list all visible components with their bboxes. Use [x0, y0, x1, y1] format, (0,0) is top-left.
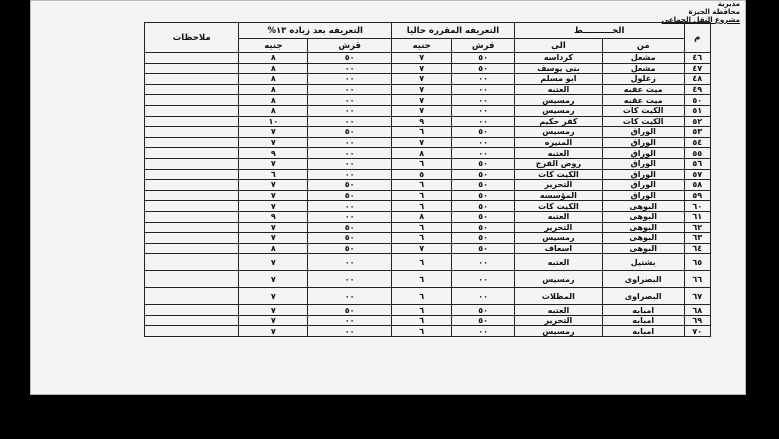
row-current-pound: ٧	[392, 105, 452, 116]
col-header-num: م	[684, 23, 710, 53]
row-new-piaster: ٠٠	[308, 315, 392, 326]
row-num: ٥٥	[684, 148, 710, 159]
row-notes	[145, 222, 239, 233]
row-new-pound: ٧	[239, 254, 308, 271]
row-from: ميت عقبه	[602, 95, 684, 106]
table-row	[145, 271, 711, 288]
row-new-piaster: ٠٠	[308, 254, 392, 271]
row-to: الكيت كات	[514, 201, 602, 212]
row-num: ٧٠	[684, 326, 710, 337]
row-to: العتبه	[514, 254, 602, 271]
row-new-pound: ٧	[239, 326, 308, 337]
row-current-pound: ٦	[392, 201, 452, 212]
col-header-new-fare: التعريفه بعد زياده ١٣%	[239, 23, 392, 39]
col-header-to: الى	[514, 39, 602, 53]
col-header-route: الخــــــــــط	[514, 23, 684, 39]
row-new-pound: ٧	[239, 190, 308, 201]
table-row	[145, 305, 711, 316]
row-notes	[145, 326, 239, 337]
row-to: رمسيس	[514, 105, 602, 116]
row-num: ٤٩	[684, 84, 710, 95]
row-current-piaster: ٥٠	[452, 158, 515, 169]
row-current-pound: ٧	[392, 84, 452, 95]
row-num: ٥٩	[684, 190, 710, 201]
row-new-pound: ٧	[239, 222, 308, 233]
row-num: ٥٦	[684, 158, 710, 169]
row-current-pound: ٧	[392, 53, 452, 64]
row-notes	[145, 169, 239, 180]
row-current-piaster: ٥٠	[452, 180, 515, 191]
table-row	[145, 254, 711, 271]
row-new-pound: ٧	[239, 233, 308, 244]
row-notes	[145, 254, 239, 271]
row-current-piaster: ٥٠	[452, 243, 515, 254]
row-num: ٤٦	[684, 53, 710, 64]
fare-table	[144, 22, 711, 337]
row-num: ٥٨	[684, 180, 710, 191]
table-row	[145, 233, 711, 244]
row-notes	[145, 211, 239, 222]
row-current-pound: ٦	[392, 305, 452, 316]
row-notes	[145, 315, 239, 326]
row-current-piaster: ٥٠	[452, 53, 515, 64]
row-num: ٦٩	[684, 315, 710, 326]
table-row	[145, 315, 711, 326]
row-to: اسعاف	[514, 243, 602, 254]
table-body	[145, 53, 711, 337]
row-notes	[145, 288, 239, 305]
row-from: الوراق	[602, 127, 684, 138]
row-to: الكيت كات	[514, 169, 602, 180]
row-new-pound: ٧	[239, 180, 308, 191]
row-current-pound: ٦	[392, 190, 452, 201]
row-new-piaster: ٠٠	[308, 271, 392, 288]
row-notes	[145, 105, 239, 116]
header-line-governorate: محافظة الجيزة	[688, 8, 740, 16]
row-current-piaster: ٠٠	[452, 271, 515, 288]
row-num: ٦١	[684, 211, 710, 222]
row-notes	[145, 190, 239, 201]
row-notes	[145, 116, 239, 127]
table-row	[145, 63, 711, 74]
row-notes	[145, 127, 239, 138]
table-row	[145, 243, 711, 254]
row-current-pound: ٦	[392, 158, 452, 169]
row-current-pound: ٦	[392, 271, 452, 288]
row-current-piaster: ٥٠	[452, 211, 515, 222]
table-row	[145, 127, 711, 138]
col-header-from: من	[602, 39, 684, 53]
row-to: رمسيس	[514, 271, 602, 288]
row-notes	[145, 180, 239, 191]
row-new-pound: ٨	[239, 84, 308, 95]
row-from: الوراق	[602, 169, 684, 180]
row-current-piaster: ٥٠	[452, 233, 515, 244]
table-row	[145, 53, 711, 64]
row-current-pound: ٧	[392, 95, 452, 106]
row-from: امبابه	[602, 315, 684, 326]
row-to: كرداسه	[514, 53, 602, 64]
row-notes	[145, 233, 239, 244]
row-new-pound: ٧	[239, 201, 308, 212]
row-from: البوهى	[602, 233, 684, 244]
row-from: مشعل	[602, 63, 684, 74]
row-new-piaster: ٥٠	[308, 222, 392, 233]
row-current-pound: ٩	[392, 116, 452, 127]
row-num: ٦٤	[684, 243, 710, 254]
row-to: المظلات	[514, 288, 602, 305]
col-header-current-piaster: قرش	[452, 39, 515, 53]
table-row	[145, 326, 711, 337]
row-to: رمسيس	[514, 95, 602, 106]
document-sheet	[30, 0, 746, 395]
row-num: ٥٤	[684, 137, 710, 148]
row-notes	[145, 243, 239, 254]
table-row	[145, 190, 711, 201]
row-num: ٤٧	[684, 63, 710, 74]
row-notes	[145, 158, 239, 169]
table-header-row	[145, 23, 711, 39]
row-new-piaster: ٥٠	[308, 180, 392, 191]
row-from: بشتيل	[602, 254, 684, 271]
row-num: ٥٧	[684, 169, 710, 180]
row-notes	[145, 271, 239, 288]
row-new-pound: ٩	[239, 148, 308, 159]
row-new-pound: ٨	[239, 243, 308, 254]
row-num: ٦٧	[684, 288, 710, 305]
row-new-pound: ٩	[239, 211, 308, 222]
row-current-piaster: ٠٠	[452, 95, 515, 106]
row-new-piaster: ٠٠	[308, 169, 392, 180]
row-current-piaster: ٥٠	[452, 305, 515, 316]
row-notes	[145, 201, 239, 212]
table-row	[145, 201, 711, 212]
row-current-pound: ٦	[392, 315, 452, 326]
col-header-new-pound: جنيه	[239, 39, 308, 53]
row-new-pound: ٧	[239, 271, 308, 288]
row-current-pound: ٦	[392, 326, 452, 337]
row-from: الوراق	[602, 137, 684, 148]
table-row	[145, 222, 711, 233]
row-num: ٦٢	[684, 222, 710, 233]
table-row	[145, 74, 711, 85]
col-header-current-pound: جنيه	[392, 39, 452, 53]
row-new-pound: ٨	[239, 74, 308, 85]
row-new-piaster: ٠٠	[308, 116, 392, 127]
table-row	[145, 211, 711, 222]
row-current-piaster: ٠٠	[452, 84, 515, 95]
row-to: العتبه	[514, 84, 602, 95]
row-current-pound: ٥	[392, 169, 452, 180]
table-row	[145, 180, 711, 191]
row-new-piaster: ٥٠	[308, 243, 392, 254]
row-current-pound: ٦	[392, 288, 452, 305]
header-line-project: مشروع النقل الجماعى	[661, 16, 740, 24]
row-current-pound: ٧	[392, 137, 452, 148]
row-current-pound: ٨	[392, 148, 452, 159]
row-from: البصراوى	[602, 288, 684, 305]
row-from: البوهى	[602, 222, 684, 233]
row-new-piaster: ٠٠	[308, 158, 392, 169]
row-from: ميت عقبه	[602, 84, 684, 95]
table-row	[145, 288, 711, 305]
table-row	[145, 148, 711, 159]
row-notes	[145, 148, 239, 159]
row-new-piaster: ٠٠	[308, 84, 392, 95]
row-current-pound: ٧	[392, 74, 452, 85]
document-header	[662, 0, 740, 24]
row-new-pound: ٧	[239, 127, 308, 138]
row-current-piaster: ٠٠	[452, 326, 515, 337]
row-new-pound: ٦	[239, 169, 308, 180]
table-row	[145, 84, 711, 95]
row-new-pound: ٨	[239, 105, 308, 116]
row-new-piaster: ٠٠	[308, 74, 392, 85]
row-new-piaster: ٥٠	[308, 190, 392, 201]
row-current-piaster: ٠٠	[452, 254, 515, 271]
row-notes	[145, 305, 239, 316]
row-current-piaster: ٥٠	[452, 201, 515, 212]
row-new-piaster: ٠٠	[308, 105, 392, 116]
row-to: المؤسسه	[514, 190, 602, 201]
row-from: الكيت كات	[602, 105, 684, 116]
row-to: العتبه	[514, 148, 602, 159]
row-from: الوراق	[602, 158, 684, 169]
row-new-piaster: ٠٠	[308, 95, 392, 106]
row-to: بنى يوسف	[514, 63, 602, 74]
row-new-pound: ٨	[239, 53, 308, 64]
row-to: رمسيس	[514, 233, 602, 244]
row-new-piaster: ٠٠	[308, 148, 392, 159]
row-num: ٥٢	[684, 116, 710, 127]
row-from: البوهى	[602, 201, 684, 212]
row-current-piaster: ٠٠	[452, 105, 515, 116]
row-new-piaster: ٠٠	[308, 326, 392, 337]
row-from: الوراق	[602, 180, 684, 191]
row-new-pound: ٨	[239, 63, 308, 74]
row-current-piaster: ٥٠	[452, 190, 515, 201]
col-header-current-fare: التعريفه المقرره حاليا	[392, 23, 515, 39]
row-num: ٥٠	[684, 95, 710, 106]
row-notes	[145, 53, 239, 64]
table-row	[145, 169, 711, 180]
row-current-pound: ٧	[392, 63, 452, 74]
row-new-pound: ٧	[239, 137, 308, 148]
row-new-pound: ٧	[239, 158, 308, 169]
row-current-piaster: ٠٠	[452, 137, 515, 148]
row-current-piaster: ٥٠	[452, 169, 515, 180]
row-new-piaster: ٠٠	[308, 63, 392, 74]
row-current-pound: ٦	[392, 127, 452, 138]
table-row	[145, 158, 711, 169]
row-new-piaster: ٥٠	[308, 53, 392, 64]
table-row	[145, 137, 711, 148]
row-num: ٦٨	[684, 305, 710, 316]
row-new-piaster: ٥٠	[308, 233, 392, 244]
row-num: ٦٦	[684, 271, 710, 288]
row-current-piaster: ٥٠	[452, 127, 515, 138]
row-to: المنيره	[514, 137, 602, 148]
row-current-pound: ٦	[392, 180, 452, 191]
row-to: العتبه	[514, 211, 602, 222]
row-from: الوراق	[602, 148, 684, 159]
row-from: الوراق	[602, 190, 684, 201]
row-to: التحرير	[514, 180, 602, 191]
row-notes	[145, 137, 239, 148]
row-new-pound: ٧	[239, 288, 308, 305]
row-num: ٤٨	[684, 74, 710, 85]
row-current-pound: ٦	[392, 233, 452, 244]
row-to: رمسيس	[514, 326, 602, 337]
row-new-pound: ٨	[239, 95, 308, 106]
row-from: زغلول	[602, 74, 684, 85]
table-row	[145, 116, 711, 127]
row-to: ابو مسلم	[514, 74, 602, 85]
row-from: البوهى	[602, 243, 684, 254]
row-to: كفر حكيم	[514, 116, 602, 127]
row-new-piaster: ٠٠	[308, 288, 392, 305]
row-notes	[145, 74, 239, 85]
row-current-pound: ٦	[392, 254, 452, 271]
row-num: ٦٠	[684, 201, 710, 212]
row-to: روض الفرج	[514, 158, 602, 169]
row-from: مشعل	[602, 53, 684, 64]
row-current-piaster: ٥٠	[452, 222, 515, 233]
row-current-piaster: ٠٠	[452, 148, 515, 159]
row-current-pound: ٧	[392, 243, 452, 254]
row-num: ٦٣	[684, 233, 710, 244]
row-new-pound: ٧	[239, 315, 308, 326]
row-from: امبابه	[602, 326, 684, 337]
row-current-piaster: ٠٠	[452, 288, 515, 305]
table-row	[145, 95, 711, 106]
row-current-pound: ٦	[392, 222, 452, 233]
row-new-pound: ١٠	[239, 116, 308, 127]
row-notes	[145, 63, 239, 74]
table-row	[145, 105, 711, 116]
header-line-directorate: مديرية	[717, 0, 740, 8]
row-to: التحرير	[514, 315, 602, 326]
row-new-pound: ٧	[239, 305, 308, 316]
row-num: ٥٣	[684, 127, 710, 138]
row-new-piaster: ٠٠	[308, 201, 392, 212]
row-new-piaster: ٠٠	[308, 137, 392, 148]
row-from: البوهى	[602, 211, 684, 222]
row-current-piaster: ٥٠	[452, 63, 515, 74]
row-from: البصراوى	[602, 271, 684, 288]
row-current-piaster: ٥٠	[452, 315, 515, 326]
col-header-new-piaster: قرش	[308, 39, 392, 53]
row-new-piaster: ٥٠	[308, 305, 392, 316]
row-new-piaster: ٥٠	[308, 127, 392, 138]
col-header-notes: ملاحظات	[145, 23, 239, 53]
row-current-piaster: ٠٠	[452, 74, 515, 85]
row-to: العتبه	[514, 305, 602, 316]
row-num: ٥١	[684, 105, 710, 116]
row-new-piaster: ٠٠	[308, 211, 392, 222]
row-notes	[145, 95, 239, 106]
row-to: التحرير	[514, 222, 602, 233]
row-num: ٦٥	[684, 254, 710, 271]
row-from: امبابه	[602, 305, 684, 316]
row-current-piaster: ٠٠	[452, 116, 515, 127]
row-notes	[145, 84, 239, 95]
row-current-pound: ٨	[392, 211, 452, 222]
row-from: الكيت كات	[602, 116, 684, 127]
row-to: رمسيس	[514, 127, 602, 138]
